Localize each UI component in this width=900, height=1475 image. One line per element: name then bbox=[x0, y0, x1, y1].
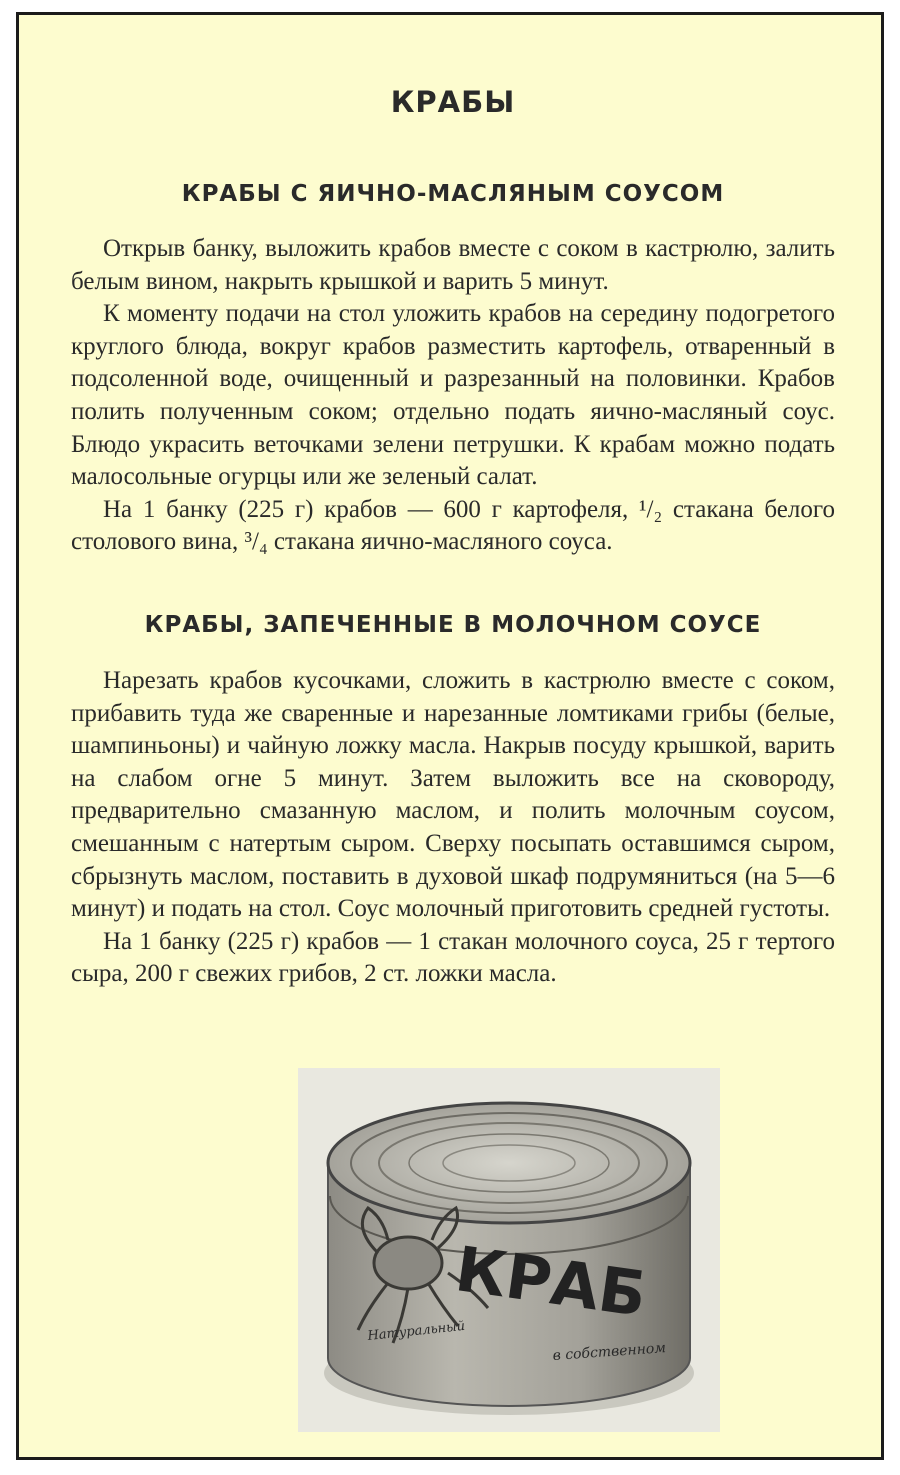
paragraph: К моменту подачи на стол уложить крабов на середину подогретого круглого блюда, вокруг крабов разместить картофель, отваренный в подсоленной воде, очищенный и разрезанный на половинки. Крабов полить полученным соком; отдельно подать яично-масляный соус. Блюдо украсить веточками зелени петрушки. К крабам можно подать малосольные огурцы или же зеленый салат. bbox=[71, 300, 835, 491]
recipe-body-egg-butter-sauce bbox=[71, 233, 835, 559]
recipe-title-milk-sauce: КРАБЫ, ЗАПЕЧЕННЫЕ В МОЛОЧНОМ СОУСЕ bbox=[144, 612, 762, 638]
page-title: КРАБЫ bbox=[390, 85, 516, 119]
paragraph: Нарезать крабов кусочками, сложить в кастрюлю вместе с соком, прибавить туда же сваренные и нарезанные ломтиками грибы (белые, шампиньоны) и чайную ложку масла. Накрыв посуду крышкой, варить на слабом огне 5 минут. Затем выложить все на сковороду, предварительно смазанную маслом, и полить молочным соусом, смешанным с натертым сыром. Сверху посыпать оставшимся сыром, сбрызнуть маслом, поставить в духовой шкаф подрумяниться (на 5—6 минут) и подать на стол. Соус молочный приготовить средней густоты. bbox=[71, 667, 835, 923]
paragraph: Открыв банку, выложить крабов вместе с соком в кастрюлю, залить белым вином, накрыть крышкой и варить 5 минут. bbox=[71, 235, 835, 295]
crab-can-illustration bbox=[298, 1068, 720, 1432]
paragraph: На 1 банку (225 г) крабов — 600 г картофеля, ¹/₂ стакана белого столового вина, ³/₄ стакана яично-масляного соуса. bbox=[71, 495, 835, 556]
crab-can-photo bbox=[298, 1068, 720, 1432]
recipe-body-milk-sauce bbox=[71, 665, 835, 991]
can-label-text: КРАБ bbox=[451, 1232, 651, 1332]
recipe-title-egg-butter-sauce: КРАБЫ С ЯИЧНО-МАСЛЯНЫМ СОУСОМ bbox=[181, 181, 725, 207]
can-small-text-right: в собственном bbox=[552, 1340, 667, 1364]
can-small-text-left: Натуральный bbox=[366, 1318, 466, 1344]
cookbook-page bbox=[16, 12, 884, 1460]
paragraph: На 1 банку (225 г) крабов — 1 стакан молочного соуса, 25 г тертого сыра, 200 г свежих грибов, 2 ст. ложки масла. bbox=[71, 927, 835, 988]
